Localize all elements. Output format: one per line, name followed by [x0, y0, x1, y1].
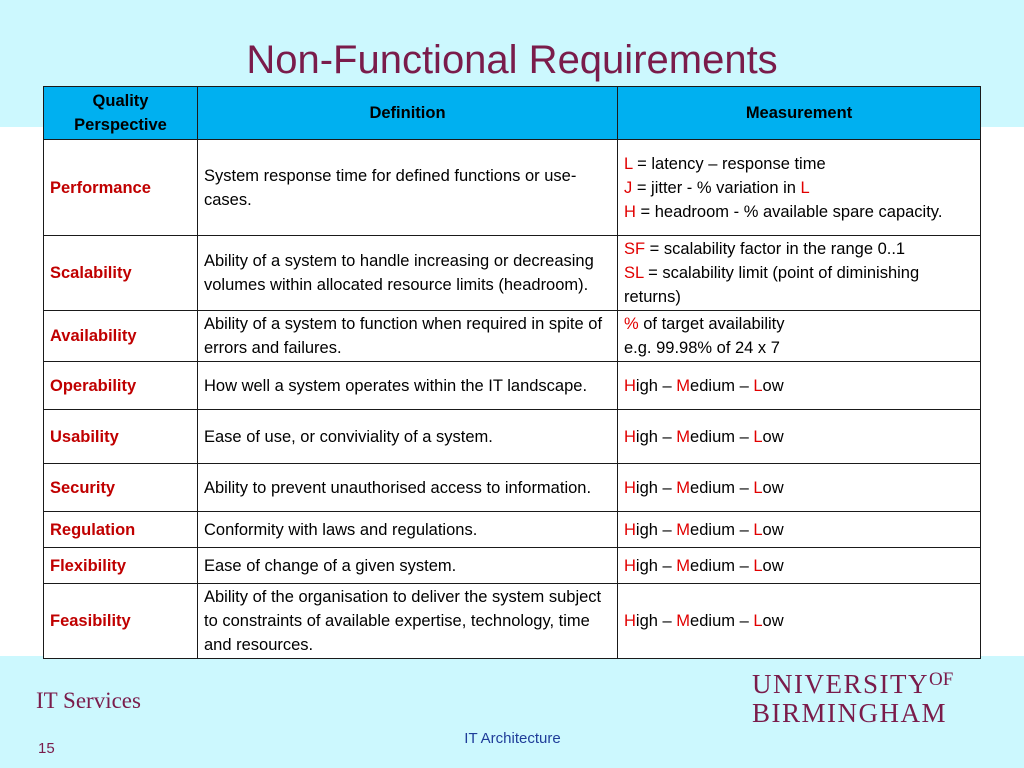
measurement-cell: [618, 464, 981, 512]
logo-of: OF: [929, 669, 954, 690]
scale-letter: H: [624, 556, 636, 575]
table-row-flexibility: [44, 548, 981, 584]
measurement-line: [624, 237, 974, 261]
key-letter: SF: [624, 240, 646, 258]
header-quality-perspective: Quality Perspective: [44, 87, 198, 140]
measurement-line: [624, 261, 974, 309]
scale-text: ow: [762, 478, 784, 497]
scale-text: igh –: [635, 478, 677, 497]
scale-text: igh –: [635, 520, 677, 539]
quality-cell: Regulation: [44, 512, 198, 548]
table-row-feasibility: [44, 584, 981, 659]
key-letter: H: [624, 202, 636, 221]
scale-text: ow: [762, 520, 784, 539]
scale-text: edium –: [690, 376, 754, 395]
measurement-cell: [618, 236, 981, 311]
scale-letter: M: [676, 427, 691, 446]
scale-text: igh –: [635, 612, 677, 630]
logo-university: UNIVERSITY: [752, 669, 929, 699]
measurement-cell: [618, 548, 981, 584]
key-letter: %: [624, 315, 639, 333]
table-row-usability: [44, 410, 981, 464]
key-letter: L: [624, 154, 633, 173]
definition-cell: Ability of a system to handle increasing or decreasing volumes within allocated resource limits (headroom).: [198, 236, 618, 311]
scale-letter: L: [753, 478, 763, 497]
table-row-operability: [44, 362, 981, 410]
scale-letter: H: [624, 427, 636, 446]
measurement-cell: [618, 512, 981, 548]
scale-letter: H: [624, 520, 636, 539]
scale-text: edium –: [690, 478, 754, 497]
measurement-line: [624, 176, 974, 200]
scale-letter: H: [624, 478, 636, 497]
slide-title: Non-Functional Requirements: [246, 38, 778, 82]
scale-letter: M: [676, 478, 691, 497]
table-row-performance: [44, 140, 981, 236]
definition-cell: Ability to prevent unauthorised access to information.: [198, 464, 618, 512]
measurement-text: = scalability factor in the range 0..1: [645, 240, 906, 258]
quality-cell: Scalability: [44, 236, 198, 311]
scale-letter: L: [753, 376, 763, 395]
measurement-cell: [618, 362, 981, 410]
scale-text: edium –: [690, 520, 754, 539]
measurement-text: = jitter - % variation in: [632, 178, 801, 197]
header-definition: Definition: [198, 87, 618, 140]
scale-text: ow: [762, 556, 784, 575]
scale-letter: L: [753, 556, 763, 575]
scale-text: edium –: [690, 427, 754, 446]
quality-cell: Flexibility: [44, 548, 198, 584]
table-row-security: [44, 464, 981, 512]
scale-text: igh –: [635, 556, 677, 575]
scale-text: ow: [762, 376, 784, 395]
definition-cell: How well a system operates within the IT landscape.: [198, 362, 618, 410]
scale-letter: M: [676, 556, 691, 575]
scale-text: edium –: [690, 612, 754, 630]
measurement-text: = headroom - % available spare capacity.: [635, 202, 943, 221]
requirements-table: [43, 86, 981, 659]
scale-text: igh –: [635, 427, 677, 446]
table-row-availability: [44, 311, 981, 362]
logo-birmingham: BIRMINGHAM: [752, 698, 948, 728]
quality-cell: Operability: [44, 362, 198, 410]
scale-letter: M: [676, 612, 691, 630]
scale-letter: H: [624, 376, 636, 395]
quality-cell: Feasibility: [44, 584, 198, 659]
scale-text: ow: [762, 427, 784, 446]
definition-cell: Ability of the organisation to deliver the system subject to constraints of available expertise, technology, time and resources.: [198, 584, 618, 659]
key-letter: J: [624, 178, 633, 197]
department-label: IT Services: [36, 688, 141, 713]
quality-cell: Security: [44, 464, 198, 512]
table-header-row: [44, 87, 981, 140]
scale-letter: H: [624, 612, 636, 630]
definition-cell: Ease of change of a given system.: [198, 548, 618, 584]
scale-text: ow: [762, 612, 784, 630]
header-measurement: Measurement: [618, 87, 981, 140]
scale-text: edium –: [690, 556, 754, 575]
slide-number: 15: [38, 740, 55, 757]
measurement-cell: [618, 410, 981, 464]
measurement-line: [624, 312, 974, 336]
measurement-cell: [618, 311, 981, 362]
measurement-text: = latency – response time: [632, 154, 826, 173]
scale-letter: L: [753, 427, 763, 446]
scale-letter: L: [753, 520, 763, 539]
measurement-cell: [618, 140, 981, 236]
scale-letter: M: [676, 376, 691, 395]
definition-cell: System response time for defined functions or use-cases.: [198, 140, 618, 236]
measurement-line: [624, 200, 974, 224]
measurement-text: of target availability: [638, 315, 785, 333]
key-letter: SL: [624, 264, 644, 282]
footer-label: IT Architecture: [464, 730, 561, 747]
measurement-line: e.g. 99.98% of 24 x 7: [624, 339, 780, 357]
scale-letter: L: [753, 612, 763, 630]
key-letter: L: [800, 178, 810, 197]
table-row-scalability: [44, 236, 981, 311]
table-row-regulation: [44, 512, 981, 548]
scale-letter: M: [676, 520, 691, 539]
university-logo: [752, 665, 982, 728]
quality-cell: Availability: [44, 311, 198, 362]
quality-cell: Usability: [44, 410, 198, 464]
quality-cell: Performance: [44, 140, 198, 236]
definition-cell: Ability of a system to function when required in spite of errors and failures.: [198, 311, 618, 362]
scale-text: igh –: [635, 376, 677, 395]
measurement-line: [624, 152, 974, 176]
definition-cell: Conformity with laws and regulations.: [198, 512, 618, 548]
measurement-cell: [618, 584, 981, 659]
definition-cell: Ease of use, or conviviality of a system.: [198, 410, 618, 464]
measurement-text: = scalability limit (point of diminishing returns): [624, 264, 920, 306]
